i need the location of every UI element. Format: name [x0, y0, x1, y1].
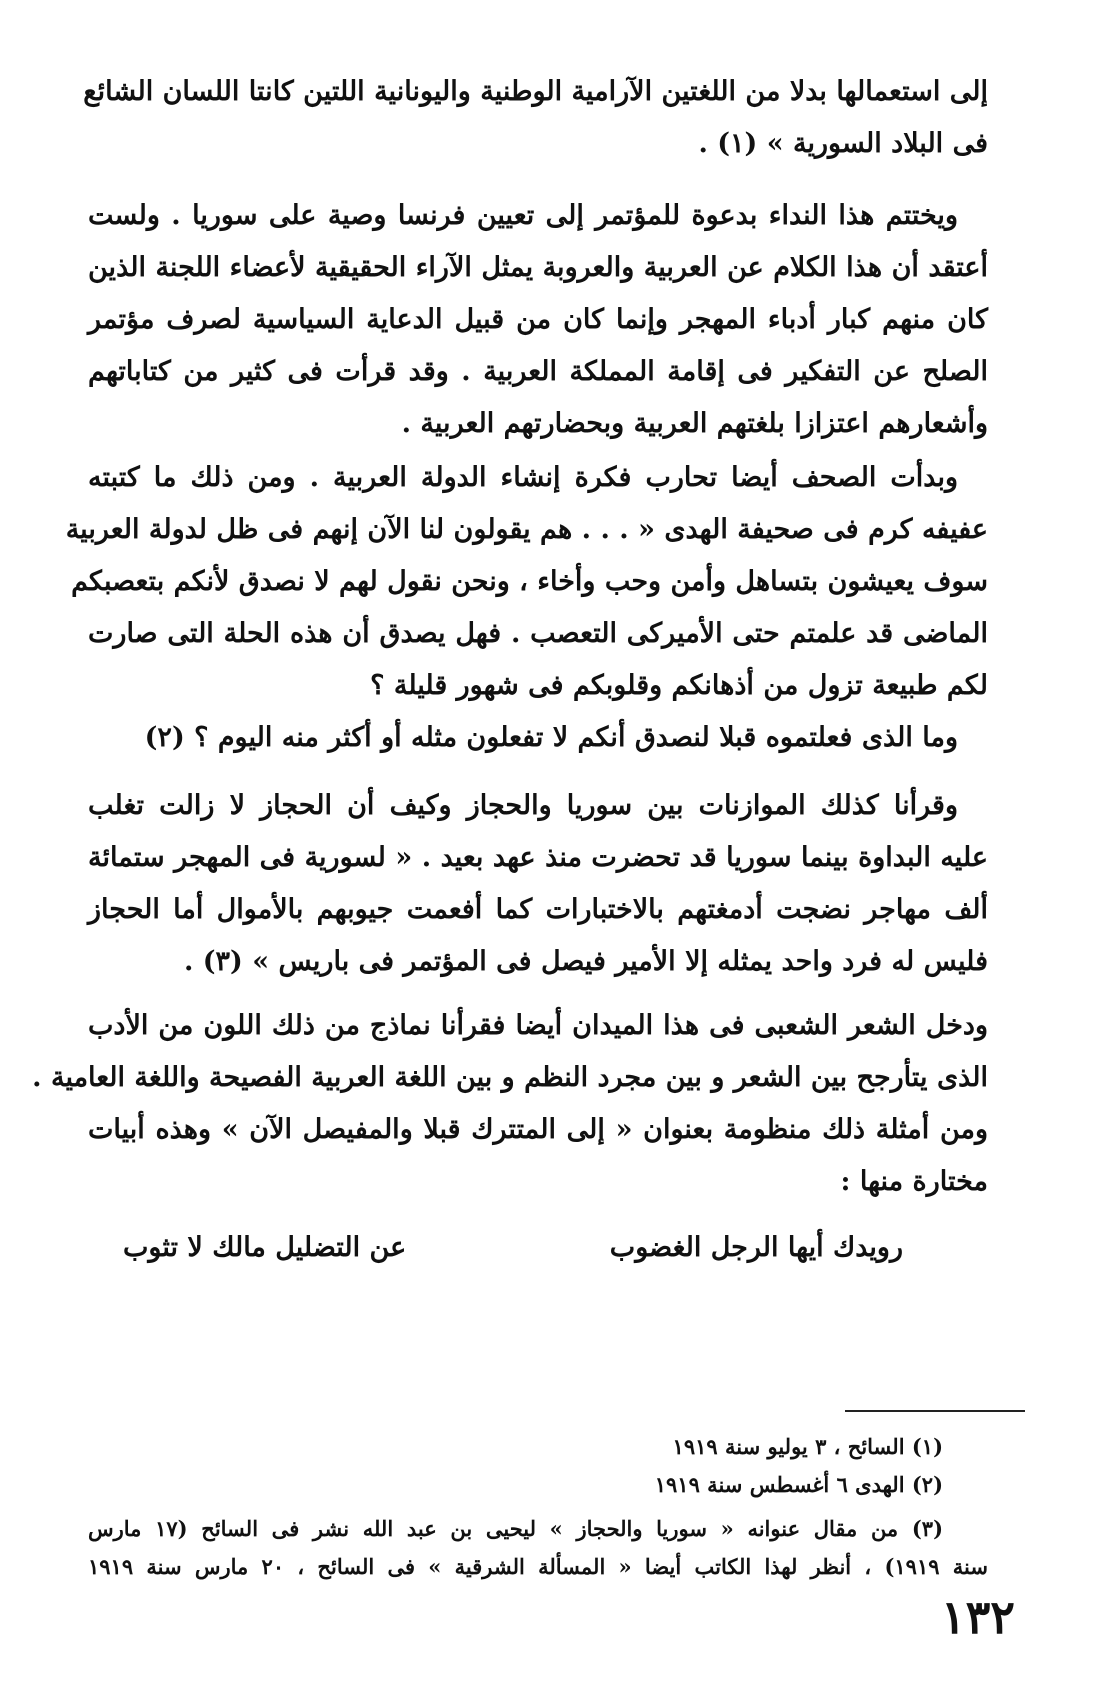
- footnote: (٢) الهدى ٦ أغسطس سنة ١٩١٩: [654, 1472, 943, 1497]
- text-line: الصلح عن التفكير فى إقامة المملكة العربية . وقد قرأت فى كثير من كتاباتهم: [88, 356, 988, 387]
- poem-verse: [123, 1222, 903, 1274]
- text-line: إلى استعمالها بدلا من اللغتين الآرامية الوطنية واليونانية اللتين كانتا اللسان الشائع: [83, 76, 988, 107]
- text-line: عليه البداوة بينما سوريا قد تحضرت منذ عهد بعيد . « لسورية فى المهجر ستمائة: [88, 842, 988, 873]
- text-line: ودخل الشعر الشعبى فى هذا الميدان أيضا فقرأنا نماذج من ذلك اللون من الأدب: [88, 1010, 988, 1041]
- text-line: عفيفه كرم فى صحيفة الهدى « . . . هم يقولون لنا الآن إنهم فى ظل لدولة العربية: [65, 514, 988, 545]
- text-line: ألف مهاجر نضجت أدمغتهم بالاختبارات كما أفعمت جيوبهم بالأموال أما الحجاز: [88, 894, 988, 925]
- text-line: سوف يعيشون بتساهل وأمن وحب وأخاء ، ونحن نقول لهم لا نصدق لأنكم بتعصبكم: [71, 566, 988, 597]
- text-line: أعتقد أن هذا الكلام عن العربية والعروبة يمثل الآراء الحقيقية لأعضاء اللجنة الذين: [88, 252, 988, 283]
- footnote-separator: [845, 1410, 1025, 1412]
- text-line: وبدأت الصحف أيضا تحارب فكرة إنشاء الدولة العربية . ومن ذلك ما كتبته: [88, 462, 958, 493]
- verse-second-hemistich: عن التضليل مالك لا تثوب: [123, 1232, 407, 1263]
- text-line: وقرأنا كذلك الموازنات بين سوريا والحجاز وكيف أن الحجاز لا زالت تغلب: [88, 790, 958, 821]
- text-line: الذى يتأرجح بين الشعر و بين مجرد النظم و بين اللغة العربية الفصيحة واللغة العامية .: [32, 1062, 988, 1093]
- footnote: (١) السائح ، ٣ يوليو سنة ١٩١٩: [672, 1434, 943, 1459]
- text-line: لكم طبيعة تزول من أذهانكم وقلوبكم فى شهور قليلة ؟: [370, 670, 988, 701]
- text-line: وأشعارهم اعتزازا بلغتهم العربية وبحضارتهم العربية .: [401, 408, 988, 439]
- text-line: ويختتم هذا النداء بدعوة للمؤتمر إلى تعيين فرنسا وصية على سوريا . ولست: [88, 200, 958, 231]
- text-line: وما الذى فعلتموه قبلا لنصدق أنكم لا تفعلون مثله أو أكثر منه اليوم ؟ (٢): [144, 722, 958, 753]
- page-number: ١٣٢: [940, 1590, 1015, 1644]
- text-line: كان منهم كبار أدباء المهجر وإنما كان من قبيل الدعاية السياسية لصرف مؤتمر: [88, 304, 988, 335]
- text-line: مختارة منها :: [840, 1166, 988, 1197]
- text-line: فى البلاد السورية » (١) .: [698, 128, 988, 159]
- text-line: ومن أمثلة ذلك منظومة بعنوان « إلى المتترك قبلا والمفيصل الآن » وهذه أبيات: [88, 1114, 988, 1145]
- text-line: الماضى قد علمتم حتى الأميركى التعصب . فهل يصدق أن هذه الحلة التى صارت: [88, 618, 988, 649]
- verse-first-hemistich: رويدك أيها الرجل الغضوب: [609, 1232, 903, 1263]
- text-line: فليس له فرد واحد يمثله إلا الأمير فيصل فى المؤتمر فى باريس » (٣) .: [183, 946, 988, 977]
- footnote: (٣) من مقال عنوانه « سوريا والحجاز » ليحيى بن عبد الله نشر فى السائح (١٧ مارس: [88, 1516, 944, 1541]
- footnote: سنة ١٩١٩) ، أنظر لهذا الكاتب أيضا « المسألة الشرقية » فى السائح ، ٢٠ مارس سنة ١٩١٩: [88, 1554, 988, 1579]
